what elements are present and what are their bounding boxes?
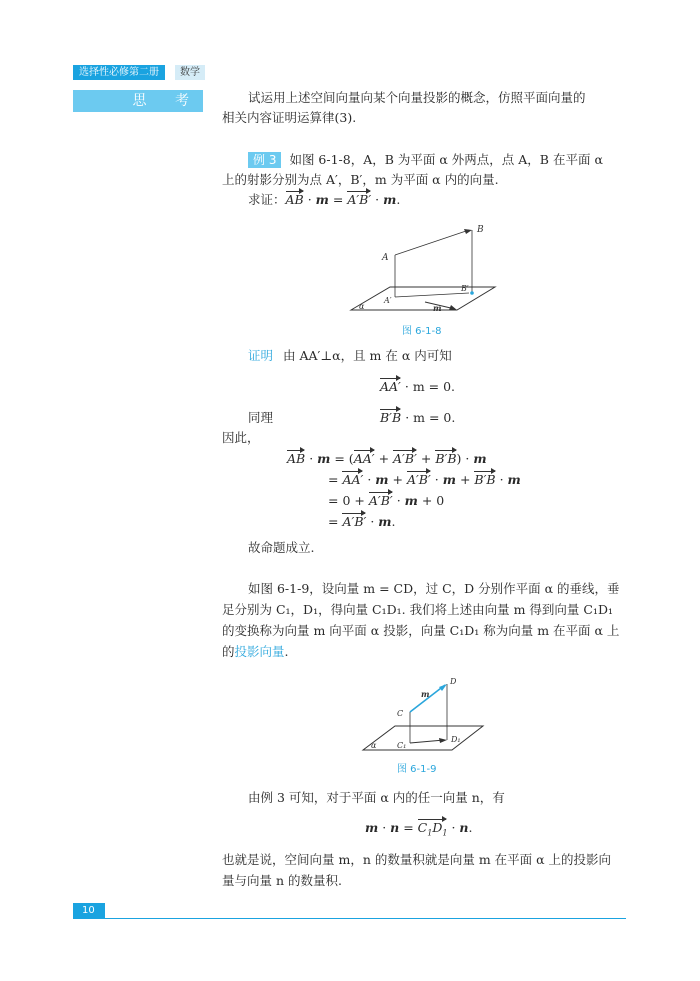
- example3-prove: 求证：AB · m = A′B′ · m.: [248, 190, 400, 210]
- projection-line4: 的投影向量.: [222, 644, 289, 659]
- example3-line1: [248, 150, 603, 170]
- closing-equation: $m \cdot n = C_1D_1 \cdot n$.: [365, 818, 472, 844]
- example3-text: 如图 6-1-8，A，B 为平面 α 外两点，点 A，B 在平面 α: [289, 152, 603, 167]
- svg-text:m: m: [421, 689, 430, 699]
- svg-text:B: B: [477, 225, 484, 235]
- closing-line2: 也就是说，空间向量 m，n 的数量积就是向量 m 在平面 α 上的投影向: [222, 852, 612, 867]
- proof-label: 证明: [248, 348, 274, 363]
- think-text-line2: 相关内容证明运算律(3).: [222, 110, 357, 125]
- therefore-label: 因此，: [222, 430, 260, 445]
- svg-text:D: D: [450, 677, 457, 686]
- footer-rule: [73, 918, 626, 919]
- svg-text:D₁: D₁: [451, 735, 461, 744]
- derivation-line3: = 0 + A′B′ · m + 0: [328, 491, 444, 511]
- derivation-line2: = AA′ · m + A′B′ · m + B′B · m: [328, 470, 521, 490]
- projection-vector-term: 投影向量: [234, 644, 285, 659]
- page-number: 10: [73, 903, 105, 919]
- svg-text:C₁: C₁: [397, 741, 407, 750]
- figure-6-1-9: [355, 672, 495, 757]
- svg-text:A′: A′: [384, 296, 392, 305]
- projection-line2: 足分别为 C₁，D₁，得向量 C₁D₁. 我们将上述由向量 m 得到向量 C₁D₁: [222, 602, 613, 617]
- svg-text:m: m: [433, 303, 442, 313]
- proof-conclusion: 故命题成立.: [248, 540, 315, 555]
- think-text-line1: 试运用上述空间向量向某个向量投影的概念，仿照平面向量的: [248, 90, 586, 105]
- derivation-line1: AB · m = (AA′ + A′B′ + B′B) · m: [287, 449, 487, 469]
- svg-text:C: C: [397, 709, 404, 718]
- same-reason-label: 同理: [248, 410, 274, 425]
- svg-text:B′: B′: [461, 284, 469, 293]
- projection-line3: 的变换称为向量 m 向平面 α 投影，向量 C₁D₁ 称为向量 m 在平面 α 上: [222, 623, 620, 638]
- figure-6-1-9-caption: 图 6-1-9: [397, 764, 437, 775]
- think-box-label: 思 考: [73, 90, 203, 112]
- svg-text:α: α: [359, 302, 365, 311]
- figure-6-1-8: [345, 215, 515, 325]
- derivation-line4: = A′B′ · m.: [328, 512, 395, 532]
- proof-line1: 证明 由 AA′⊥α，且 m 在 α 内可知: [248, 348, 452, 363]
- svg-text:A: A: [382, 253, 389, 263]
- example-label: 例 3: [248, 152, 281, 168]
- book-volume-tag: 选择性必修第二册: [73, 65, 165, 80]
- projection-line1: 如图 6-1-9，设向量 m = CD，过 C，D 分别作平面 α 的垂线，垂: [248, 581, 620, 596]
- prove-prefix: 求证：: [248, 192, 286, 207]
- proof-eq2: B′B · m = 0.: [380, 408, 455, 428]
- subject-tag: 数学: [175, 65, 205, 80]
- closing-line3: 量与向量 n 的数量积.: [222, 873, 342, 888]
- svg-text:α: α: [371, 741, 377, 750]
- figure-6-1-8-caption: 图 6-1-8: [402, 326, 442, 337]
- proof-eq1: AA′ · m = 0.: [380, 377, 455, 397]
- example3-line2: 上的射影分别为点 A′，B′，m 为平面 α 内的向量.: [222, 172, 499, 187]
- closing-line1: 由例 3 可知，对于平面 α 内的任一向量 n，有: [248, 790, 505, 805]
